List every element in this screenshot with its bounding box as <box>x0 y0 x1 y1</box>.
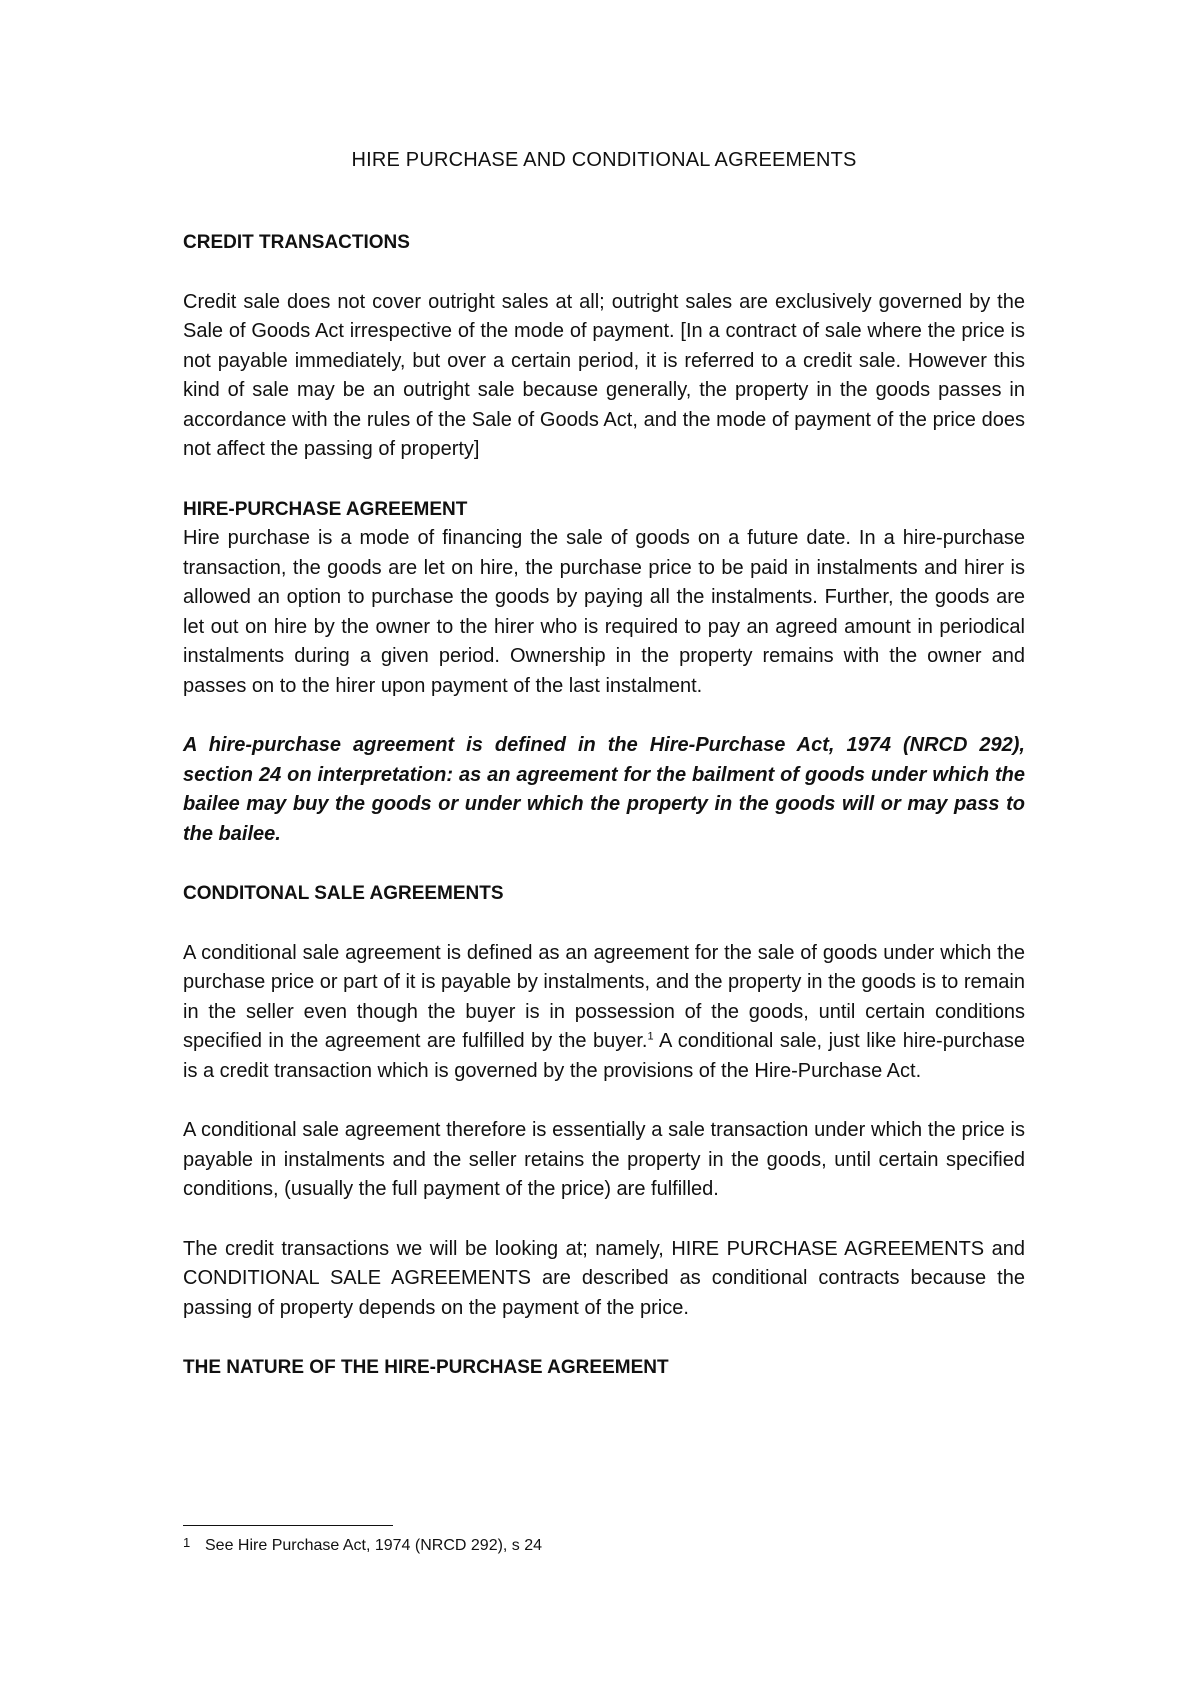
paragraph-credit-transactions-conditional: The credit transactions we will be looking at; namely, HIRE PURCHASE AGREEMENTS and CONDITIONAL SALE AGREEMENTS are described as conditional contracts because the passing of property depends on the payment of the price. <box>183 1237 1025 1319</box>
document-body <box>183 145 1025 1383</box>
section-heading-credit-transactions: CREDIT TRANSACTIONS <box>183 232 410 253</box>
paragraph-hire-purchase: Hire purchase is a mode of financing the sale of goods on a future date. In a hire-purchase transaction, the goods are let on hire, the purchase price to be paid in instalments and hirer is allowed an option to purchase the goods by paying all the instalments. Further, the goods are let out on hire by the owner to the hirer who is required to pay an agreed amount in periodical instalments during a given period. Ownership in the property remains with the owner and passes on to the hirer upon payment of the last instalment. <box>183 527 1025 697</box>
paragraph-conditional-sale-definition <box>183 939 1025 1087</box>
hire-purchase-definition: A hire-purchase agreement is defined in the Hire-Purchase Act, 1974 (NRCD 292), section 24 on interpretation: as an agreement for the bailment of goods under which the bailee may buy the goods or under which the property in the goods will or may pass to the bailee. <box>183 734 1025 845</box>
footnote-number: 1 <box>183 1535 191 1550</box>
footnote-text: See Hire Purchase Act, 1974 (NRCD 292), s 24 <box>205 1537 543 1554</box>
document-title: HIRE PURCHASE AND CONDITIONAL AGREEMENTS <box>351 149 857 171</box>
paragraph-credit-transactions: Credit sale does not cover outright sales at all; outright sales are exclusively governed by the Sale of Goods Act irrespective of the mode of payment. [In a contract of sale where the price is not payable immediately, but over a certain period, it is referred to a credit sale. However this kind of sale may be an outright sale because generally, the property in the goods passes in accordance with the rules of the Sale of Goods Act, and the mode of payment of the price does not affect the passing of property] <box>183 290 1025 460</box>
conditional-sale-text-part1: A conditional sale agreement is defined as an agreement for the sale of goods under which the purchase price or part of it is payable by instalments, and the property in the goods is to remain in the seller even though the buyer is in possession of the goods, until certain conditions specified in the agreement are fulfilled by the buyer. <box>183 941 1025 1052</box>
conditional-sale-text-part2: A conditional sale, just like hire-purchase is a credit transaction which is governed by the provisions of the Hire-Purchase Act. <box>183 1030 1025 1082</box>
footnote-divider <box>183 1525 393 1526</box>
section-heading-hire-purchase: HIRE-PURCHASE AGREEMENT <box>183 498 468 520</box>
section-heading-conditional-sale: CONDITONAL SALE AGREEMENTS <box>183 883 504 904</box>
section-heading-nature-hire-purchase: THE NATURE OF THE HIRE-PURCHASE AGREEMENT <box>183 1357 669 1378</box>
footnote-reference[interactable]: 1 <box>647 1030 654 1043</box>
footnote <box>183 1536 542 1556</box>
paragraph-conditional-sale-essence: A conditional sale agreement therefore is essentially a sale transaction under which the price is payable in instalments and the seller retains the property in the goods, until certain specified conditions, (usually the full payment of the price) are fulfilled. <box>183 1119 1025 1200</box>
